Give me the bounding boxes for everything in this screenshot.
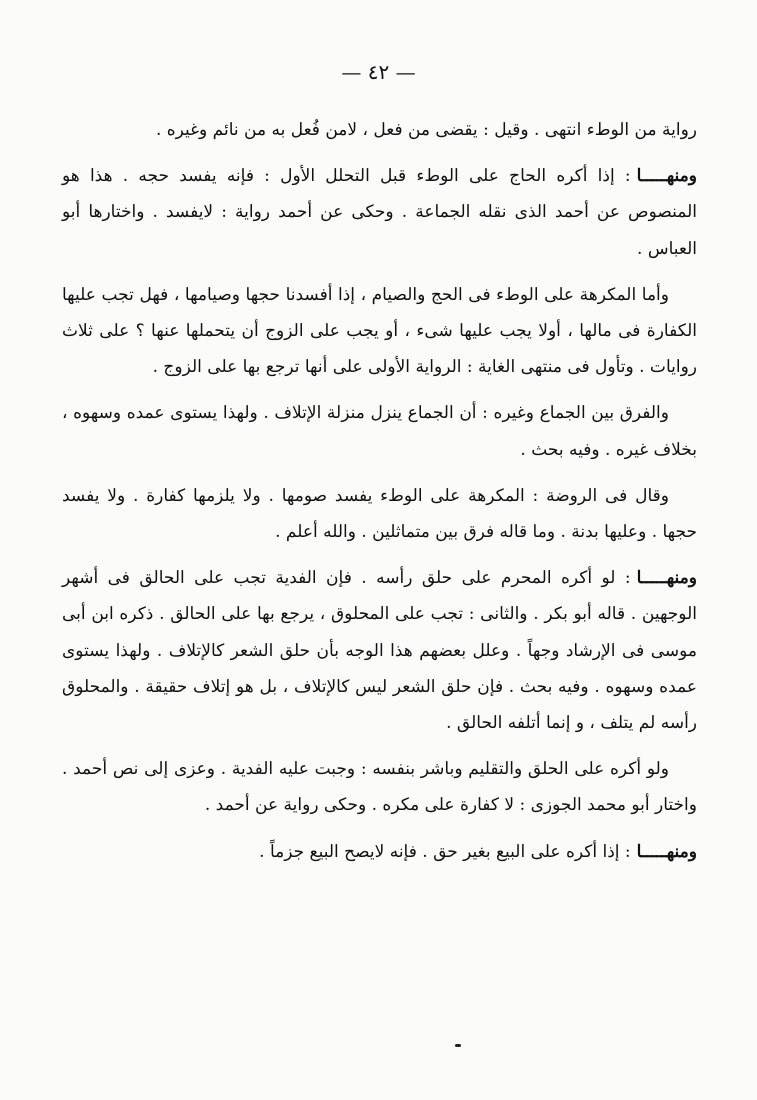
paragraph-2-text: : إذا أكره الحاج على الوطء قبل التحلل الأول : فإنه يفسد حجه . هذا هو المنصوص عن أحمد الذى نقله الجماعة . وحكى عن أحمد رواية : لايفسد . واختارها أبو العباس .	[62, 166, 697, 259]
paragraph-8	[62, 834, 697, 870]
paragraph-8-marker: ومنهـــــا	[636, 841, 697, 862]
page-number: — ٤٢ —	[341, 60, 416, 84]
ink-speck	[455, 1044, 461, 1047]
paragraph-4-text: والفرق بين الجماع وغيره : أن الجماع ينزل منزلة الإتلاف . ولهذا يستوى عمده وسهوه ، بخلاف غيره . وفيه بحث .	[62, 403, 697, 460]
paragraph-3-text: وأما المكرهة على الوطء فى الحج والصيام ، إذا أفسدنا حجها وصيامها ، فهل تجب عليها الكفارة فى مالها ، أولا يجب عليها شىء ، أو يجب على الزوج أن يتحملها عنها ؟ على ثلاث روايات . وتأول فى منتهى الغاية : الرواية الأولى على أنها ترجع بها على الزوج .	[62, 284, 697, 378]
paragraph-2-marker: ومنهـــــا	[636, 166, 697, 187]
paragraph-2	[62, 158, 697, 267]
body-text	[62, 112, 697, 880]
paragraph-6-marker: ومنهـــــا	[636, 568, 697, 589]
paragraph-1-text: رواية من الوطء انتهى . وقيل : يقضى من فعل ، لامن فُعل به من نائم وغيره .	[155, 120, 697, 140]
paragraph-1	[62, 112, 697, 148]
paragraph-6-text: : لو أكره المحرم على حلق رأسه . فإن الفدية تجب على الحالق فى أشهر الوجهين . قاله أبو بكر . والثانى : تجب على المحلوق ، يرجع بها على الحالق . ذكره ابن أبى موسى فى الإرشاد وجهاً . وعلل بعضهم هذا الوجه بأن حلق الشعر كالإتلاف . ولهذا يستوى عمده وسهوه . وفيه بحث . فإن حلق الشعر ليس كالإتلاف ، بل هو إتلاف حقيقة . والمحلوق رأسه لم يتلف ، و إنما أتلفه الحالق .	[62, 568, 697, 734]
paragraph-5-text: وقال فى الروضة : المكرهة على الوطء يفسد صومها . ولا يلزمها كفارة . ولا يفسد حجها . وعليها بدنة . وما قاله فرق بين متماثلين . والله أعلم .	[62, 485, 697, 543]
paragraph-6	[62, 560, 697, 741]
paragraph-5	[62, 478, 697, 550]
paragraph-7	[62, 751, 697, 823]
paragraph-8-text: : إذا أكره على البيع بغير حق . فإنه لايصح البيع جزماً .	[259, 841, 631, 862]
paragraph-7-text: ولو أكره على الحلق والتقليم وباشر بنفسه : وجبت عليه الفدية . وعزى إلى نص أحمد . واختار أبو محمد الجوزى : لا كفارة على مكره . وحكى رواية عن أحمد .	[62, 759, 697, 816]
paragraph-4	[62, 395, 697, 467]
paragraph-3	[62, 277, 697, 386]
